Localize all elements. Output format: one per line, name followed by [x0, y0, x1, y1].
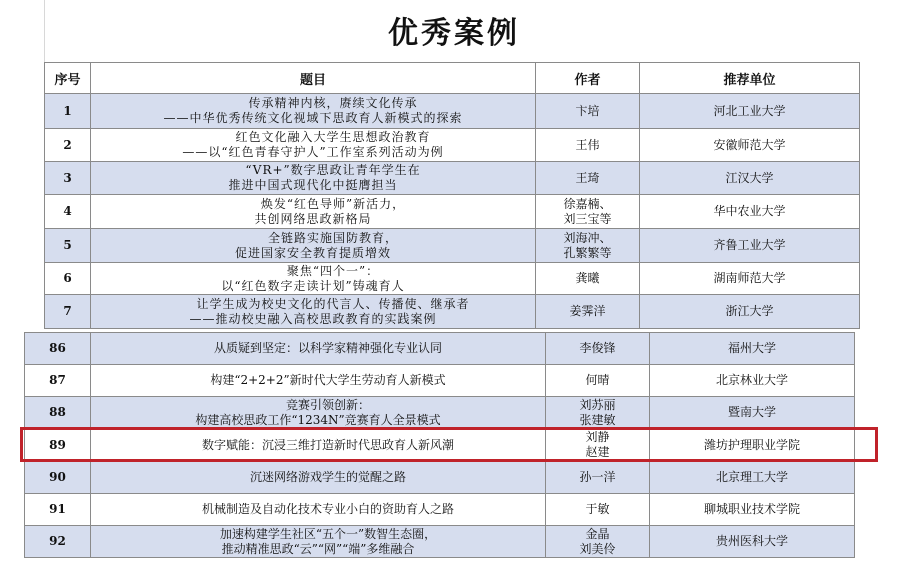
author-line-2: 赵建 — [585, 445, 610, 459]
header-topic: 题目 — [91, 63, 536, 94]
row-number: 7 — [45, 295, 91, 329]
row-author — [546, 429, 650, 462]
table-row — [25, 494, 855, 526]
topic-line-1: 沉迷网络游戏学生的觉醒之路 — [249, 470, 406, 484]
topic-line-2: 推进中国式现代化中挺膺担当 — [228, 178, 398, 192]
author-line-1: 于敏 — [585, 502, 610, 516]
row-number: 91 — [25, 494, 91, 526]
topic-line-1: 聚焦“四个一”： — [286, 263, 380, 278]
row-unit: 江汉大学 — [640, 162, 860, 195]
table-row — [25, 365, 855, 397]
row-unit: 齐鲁工业大学 — [640, 229, 860, 263]
topic-line-1: 传承精神内核，赓续文化传承 — [248, 96, 418, 110]
author-line-1: 刘苏丽 — [579, 397, 616, 412]
row-topic — [91, 526, 546, 558]
row-unit: 浙江大学 — [640, 295, 860, 329]
author-line-2: 张建敏 — [579, 412, 616, 427]
author-line-2: 刘三宝等 — [563, 211, 612, 226]
author-line-1: 金晶 — [585, 526, 610, 541]
row-topic — [91, 263, 536, 295]
row-unit: 聊城职业技术学院 — [650, 494, 855, 526]
row-number: 4 — [45, 195, 91, 229]
row-topic — [91, 129, 536, 162]
table-header-row — [45, 63, 860, 94]
topic-line-2: ——推动校史融入高校思政教育的实践案例 — [189, 311, 437, 326]
row-unit: 北京林业大学 — [650, 365, 855, 397]
row-topic — [91, 397, 546, 429]
author-line-1: 徐嘉楠、 — [563, 196, 612, 211]
table-row — [45, 295, 860, 329]
row-topic — [91, 333, 546, 365]
row-topic — [91, 295, 536, 329]
row-topic — [91, 494, 546, 526]
topic-line-1: 竞赛引领创新： — [285, 397, 370, 412]
author-line-1: 龚曦 — [575, 271, 600, 285]
topic-line-2: 促进国家安全教育提质增效 — [234, 245, 391, 260]
author-line-1: 王伟 — [575, 137, 600, 152]
row-number: 89 — [25, 429, 91, 462]
table-row — [25, 333, 855, 365]
author-line-1: 李俊锋 — [579, 341, 616, 355]
row-unit: 湖南师范大学 — [640, 263, 860, 295]
row-topic — [91, 365, 546, 397]
author-line-1: 刘静 — [585, 430, 610, 444]
row-unit: 北京理工大学 — [650, 462, 855, 494]
author-line-1: 王琦 — [575, 170, 600, 185]
table-row — [25, 429, 855, 462]
row-author — [546, 494, 650, 526]
topic-line-1: 从质疑到坚定：以科学家精神强化专业认同 — [213, 341, 442, 355]
author-line-1: 孙一洋 — [579, 470, 616, 484]
topic-line-1: 数字赋能：沉浸三维打造新时代思政育人新风潮 — [201, 437, 454, 452]
topic-line-2: 构建高校思政工作“1234N”竞赛育人全景模式 — [195, 412, 441, 427]
row-number: 3 — [45, 162, 91, 195]
row-topic — [91, 162, 536, 195]
author-line-2: 孔繁繁等 — [563, 245, 612, 260]
row-number: 92 — [25, 526, 91, 558]
row-number: 87 — [25, 365, 91, 397]
cases-table-bottom — [24, 332, 855, 558]
topic-line-1: 红色文化融入大学生思想政治教育 — [235, 130, 431, 144]
table-row — [25, 526, 855, 558]
topic-line-2: 以“红色数字走读计划”铸魂育人 — [221, 278, 405, 293]
table-row — [45, 263, 860, 295]
row-author — [536, 94, 640, 129]
row-number: 1 — [45, 94, 91, 129]
row-unit: 潍坊护理职业学院 — [650, 429, 855, 462]
topic-line-1: 构建“2+2+2”新时代大学生劳动育人新模式 — [210, 373, 446, 387]
topic-line-1: “VR+”数字思政让青年学生在 — [245, 163, 421, 177]
author-line-1: 姜霁洋 — [569, 304, 606, 318]
row-author — [546, 526, 650, 558]
row-topic — [91, 229, 536, 263]
row-topic — [91, 195, 536, 229]
row-unit: 安徽师范大学 — [640, 129, 860, 162]
row-author — [536, 195, 640, 229]
row-number: 90 — [25, 462, 91, 494]
row-author — [536, 129, 640, 162]
row-number: 6 — [45, 263, 91, 295]
topic-line-1: 焕发“红色导师”新活力， — [260, 196, 406, 211]
cases-table-top — [44, 62, 860, 329]
topic-line-2: 推动精准思政“云”“网”“端”多维融合 — [221, 541, 415, 556]
row-author — [536, 162, 640, 195]
row-number: 2 — [45, 129, 91, 162]
row-number: 5 — [45, 229, 91, 263]
author-line-1: 卞培 — [575, 103, 600, 118]
table-row — [45, 129, 860, 162]
row-unit: 福州大学 — [650, 333, 855, 365]
row-topic — [91, 94, 536, 129]
table-row — [45, 195, 860, 229]
topic-line-1: 让学生成为校史文化的代言人、传播使、继承者 — [196, 296, 470, 311]
table-row — [45, 162, 860, 195]
row-topic — [91, 429, 546, 462]
author-line-2: 刘美伶 — [579, 541, 616, 556]
row-author — [546, 397, 650, 429]
topic-line-1: 机械制造及自动化技术专业小白的资助育人之路 — [201, 502, 454, 516]
topic-line-2: ——以“红色青春守护人”工作室系列活动为例 — [182, 145, 444, 159]
topic-line-1: 加速构建学生社区“五个一”数智生态圈， — [219, 526, 437, 541]
header-unit: 推荐单位 — [640, 63, 860, 94]
row-author — [546, 462, 650, 494]
row-author — [536, 263, 640, 295]
table-row — [45, 94, 860, 129]
row-number: 88 — [25, 397, 91, 429]
topic-line-2: 共创网络思政新格局 — [254, 211, 372, 226]
row-author — [536, 295, 640, 329]
row-unit: 暨南大学 — [650, 397, 855, 429]
row-unit: 华中农业大学 — [640, 195, 860, 229]
topic-line-2: ——中华优秀传统文化视域下思政育人新模式的探索 — [163, 111, 463, 125]
row-unit: 贵州医科大学 — [650, 526, 855, 558]
header-author: 作者 — [536, 63, 640, 94]
header-num: 序号 — [45, 63, 91, 94]
topic-line-1: 全链路实施国防教育， — [267, 230, 398, 245]
row-author — [546, 333, 650, 365]
table-row — [25, 397, 855, 429]
row-author — [536, 229, 640, 263]
row-number: 86 — [25, 333, 91, 365]
row-topic — [91, 462, 546, 494]
table-row — [25, 462, 855, 494]
page-title: 优秀案例 — [388, 16, 520, 51]
row-unit: 河北工业大学 — [640, 94, 860, 129]
row-author — [546, 365, 650, 397]
author-line-1: 何晴 — [585, 373, 610, 387]
table-row — [45, 229, 860, 263]
author-line-1: 刘海冲、 — [563, 230, 612, 245]
